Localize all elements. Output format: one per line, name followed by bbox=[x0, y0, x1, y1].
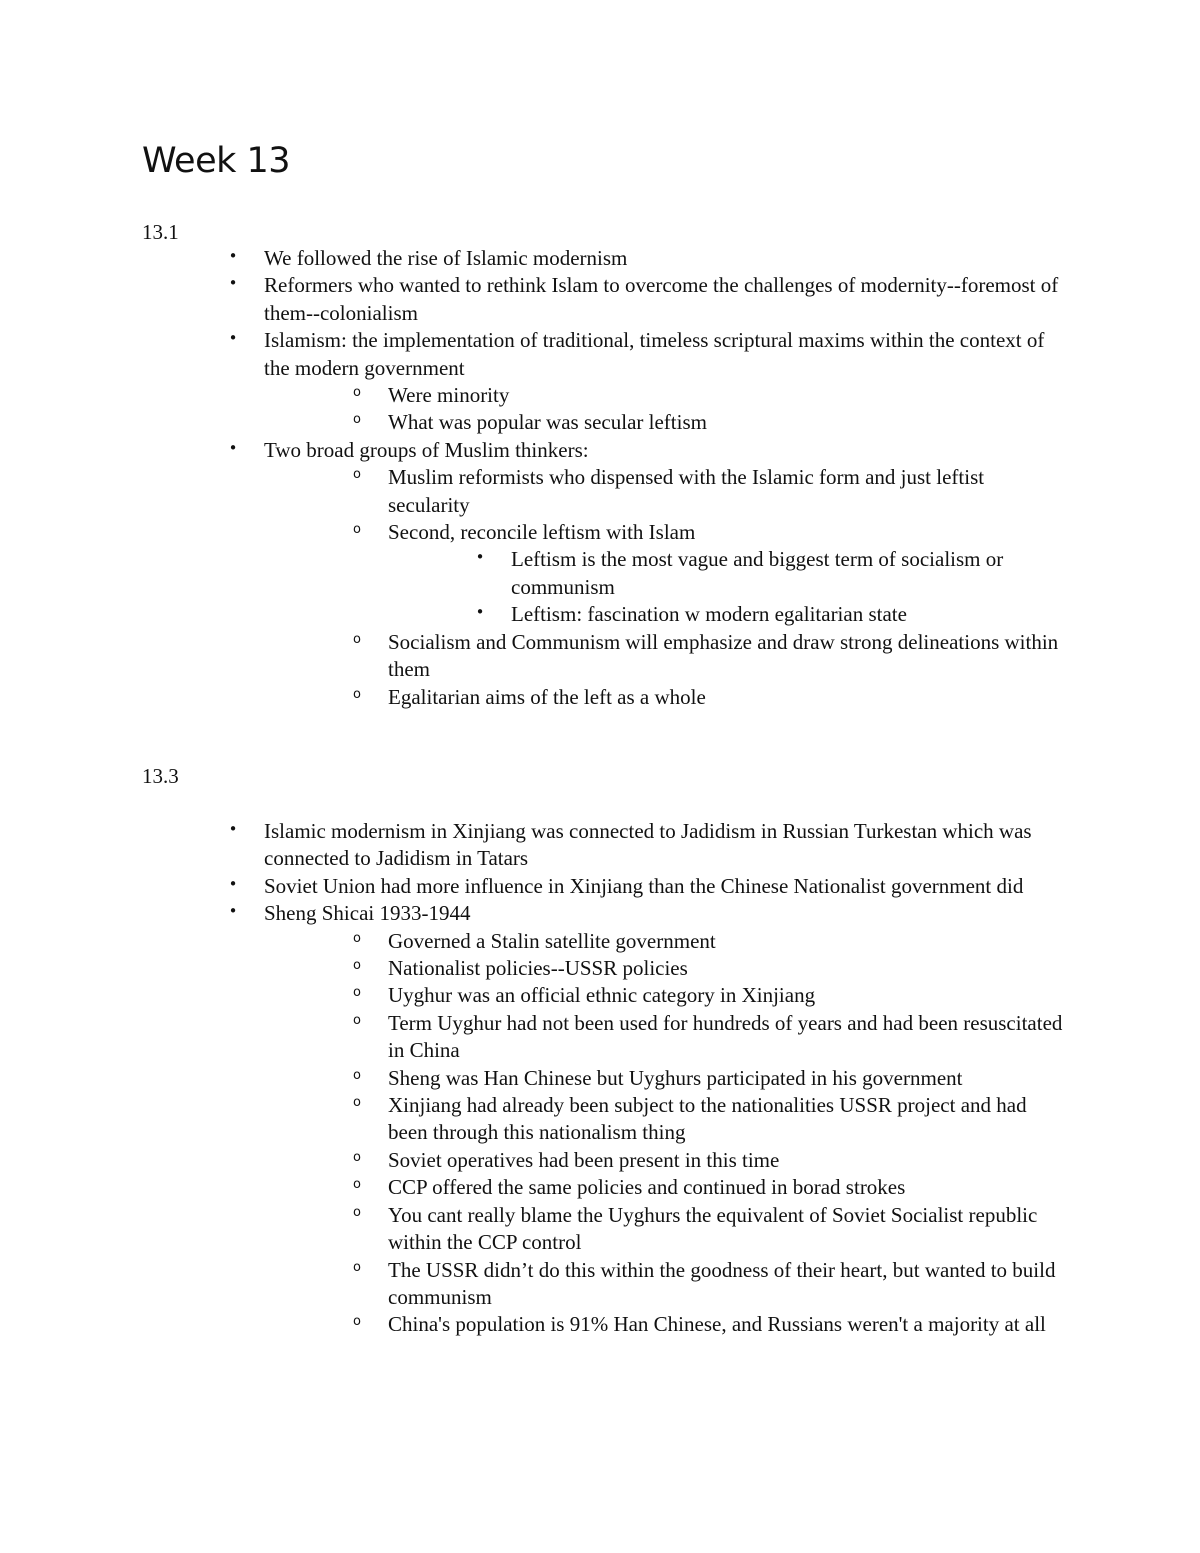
hollow-circle-bullet-icon: o bbox=[353, 930, 361, 946]
filled-bullet-icon: • bbox=[228, 820, 238, 838]
list-item-text: Uyghur was an official ethnic category in Xinjiang bbox=[388, 983, 816, 1008]
list-item bbox=[0, 1202, 1200, 1257]
hollow-circle-bullet-icon: o bbox=[353, 1259, 361, 1275]
list-item-text: You cant really blame the Uyghurs the equivalent of Soviet Socialist republic within the CCP control bbox=[388, 1202, 1038, 1255]
hollow-circle-bullet-icon: o bbox=[353, 522, 361, 538]
hollow-circle-bullet-icon: o bbox=[353, 385, 361, 401]
list-item-text: Were minority bbox=[388, 383, 510, 408]
list-item-text: Leftism: fascination w modern egalitarian state bbox=[511, 602, 907, 627]
hollow-circle-bullet-icon: o bbox=[353, 1204, 361, 1220]
list-item bbox=[0, 1147, 1200, 1174]
filled-bullet-icon: • bbox=[228, 902, 238, 921]
filled-bullet-icon: • bbox=[228, 329, 238, 348]
list-item bbox=[0, 873, 1200, 900]
list-item bbox=[0, 546, 1200, 601]
list-item bbox=[0, 245, 1200, 272]
list-item-text: Islamic modernism in Xinjiang was connected to Jadidism in Russian Turkestan which was connected to Jadidism in Tatars bbox=[264, 819, 1032, 871]
section-13-1-list bbox=[0, 245, 1200, 711]
hollow-circle-bullet-icon: o bbox=[353, 1314, 361, 1330]
hollow-circle-bullet-icon: o bbox=[353, 686, 361, 702]
list-item-text: Sheng Shicai 1933-1944 bbox=[264, 901, 471, 926]
list-item bbox=[0, 409, 1200, 436]
list-item-text: Reformers who wanted to rethink Islam to overcome the challenges of modernity--foremost of them--colonialism bbox=[264, 273, 1059, 325]
list-item-text: Leftism is the most vague and biggest term of socialism or communism bbox=[511, 547, 1004, 599]
list-item bbox=[0, 818, 1200, 873]
list-item-text: What was popular was secular leftism bbox=[388, 410, 707, 435]
list-item bbox=[0, 327, 1200, 382]
list-item-text: The USSR didn’t do this within the goodness of their heart, but wanted to build communism bbox=[388, 1257, 1056, 1309]
filled-bullet-icon: • bbox=[228, 274, 238, 293]
list-item bbox=[0, 601, 1200, 628]
hollow-circle-bullet-icon: o bbox=[353, 1149, 361, 1165]
list-item bbox=[0, 928, 1200, 955]
list-item bbox=[0, 684, 1200, 711]
list-item-text: Nationalist policies--USSR policies bbox=[388, 956, 688, 981]
list-item bbox=[0, 1010, 1200, 1065]
list-item bbox=[0, 1065, 1200, 1092]
hollow-circle-bullet-icon: o bbox=[353, 958, 361, 974]
list-item bbox=[0, 382, 1200, 409]
filled-bullet-icon: • bbox=[228, 438, 238, 457]
list-item-text: Sheng was Han Chinese but Uyghurs participated in his government bbox=[388, 1065, 963, 1090]
hollow-circle-bullet-icon: o bbox=[353, 631, 361, 647]
list-item-text: Two broad groups of Muslim thinkers: bbox=[264, 437, 589, 462]
list-item bbox=[0, 272, 1200, 327]
list-item bbox=[0, 519, 1200, 546]
list-item-text: CCP offered the same policies and continued in borad strokes bbox=[388, 1175, 906, 1200]
list-item-text: Governed a Stalin satellite government bbox=[388, 928, 716, 953]
list-item bbox=[0, 900, 1200, 927]
list-item bbox=[0, 1257, 1200, 1312]
list-item-text: Socialism and Communism will emphasize and draw strong delineations within them bbox=[388, 629, 1059, 682]
list-item-text: We followed the rise of Islamic modernism bbox=[264, 246, 628, 270]
section-13-3-list bbox=[0, 818, 1200, 1339]
list-item-text: Egalitarian aims of the left as a whole bbox=[388, 684, 706, 709]
list-item bbox=[0, 955, 1200, 982]
list-item-text: Muslim reformists who dispensed with the Islamic form and just leftist secularity bbox=[388, 465, 985, 517]
hollow-circle-bullet-icon: o bbox=[353, 412, 361, 428]
list-item-text: Xinjiang had already been subject to the nationalities USSR project and had been through this nationalism thing bbox=[388, 1093, 1027, 1145]
list-item-text: China's population is 91% Han Chinese, and Russians weren't a majority at all bbox=[388, 1312, 1046, 1337]
hollow-circle-bullet-icon: o bbox=[353, 1012, 361, 1028]
section-label-13-3: 13.3 bbox=[142, 764, 179, 788]
hollow-circle-bullet-icon: o bbox=[353, 1177, 361, 1193]
page-title: Week 13 bbox=[142, 141, 291, 181]
list-item-text: Term Uyghur had not been used for hundreds of years and had been resuscitated in China bbox=[388, 1010, 1063, 1063]
section-label-13-1: 13.1 bbox=[142, 220, 179, 244]
list-item-text: Islamism: the implementation of traditional, timeless scriptural maxims within the context of the modern government bbox=[264, 328, 1045, 380]
list-item bbox=[0, 982, 1200, 1009]
list-item-text: Second, reconcile leftism with Islam bbox=[388, 520, 696, 545]
hollow-circle-bullet-icon: o bbox=[353, 1095, 361, 1111]
hollow-circle-bullet-icon: o bbox=[353, 1067, 361, 1083]
hollow-circle-bullet-icon: o bbox=[353, 467, 361, 483]
list-item bbox=[0, 1092, 1200, 1147]
filled-bullet-icon: • bbox=[228, 247, 238, 265]
list-item bbox=[0, 1311, 1200, 1338]
filled-bullet-icon: • bbox=[475, 548, 485, 567]
filled-bullet-icon: • bbox=[228, 874, 238, 893]
list-item-text: Soviet operatives had been present in this time bbox=[388, 1147, 780, 1172]
list-item bbox=[0, 464, 1200, 519]
filled-bullet-icon: • bbox=[475, 603, 485, 622]
list-item bbox=[0, 629, 1200, 684]
list-item bbox=[0, 437, 1200, 464]
list-item bbox=[0, 1174, 1200, 1201]
hollow-circle-bullet-icon: o bbox=[353, 985, 361, 1001]
list-item-text: Soviet Union had more influence in Xinjiang than the Chinese Nationalist government did bbox=[264, 873, 1024, 898]
